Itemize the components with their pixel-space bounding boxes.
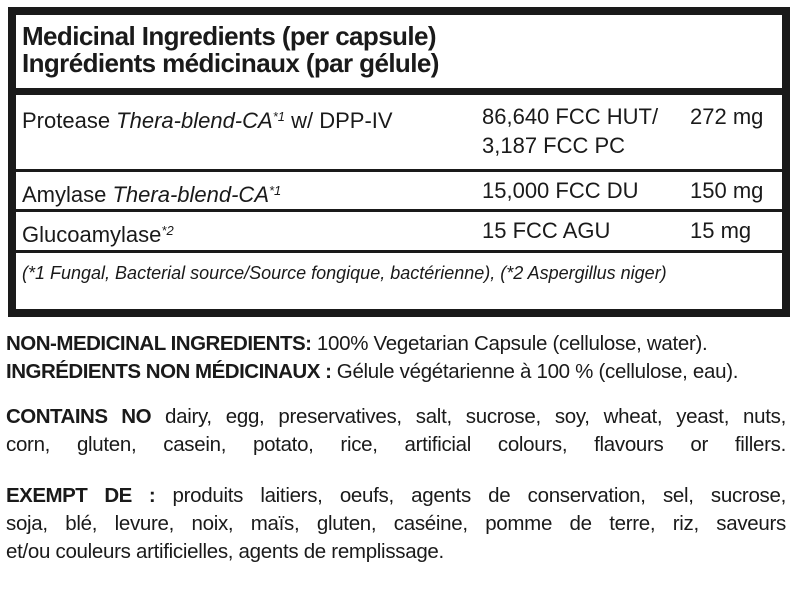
non-medicinal-text-fr: Gélule végétarienne à 100 % (cellulose, eau). [331, 360, 739, 383]
header-title-en: Medicinal Ingredients (per capsule) [22, 21, 436, 51]
ingredient-base-name: Amylase [22, 182, 113, 207]
exempt-de-line-3: et/ou couleurs artificielles, agents de remplissage. [6, 540, 444, 563]
ingredient-row-amylase [16, 172, 782, 212]
activity-line-2: 3,187 FCC PC [482, 133, 626, 158]
exempt-de-line-1 [6, 482, 786, 510]
ingredient-amount: 150 mg [690, 178, 764, 203]
ingredient-name [22, 102, 393, 135]
exempt-de-statement [6, 482, 786, 566]
ingredient-row-protease [16, 95, 782, 172]
panel-header [16, 15, 782, 95]
non-medicinal-fr [6, 358, 786, 386]
exempt-de-text-1: produits laitiers, oeufs, agents de conservation, sel, sucrose, [155, 484, 786, 507]
ingredient-blend: Thera-blend-CA [112, 182, 269, 207]
ingredient-base-name: Protease [22, 108, 117, 133]
ingredient-amount: 272 mg [690, 104, 764, 129]
ingredient-blend: Thera-blend-CA [116, 108, 273, 133]
contains-no-line-2: corn, gluten, casein, potato, rice, artificial colours, flavours or fillers. [6, 433, 786, 456]
source-footnote: (*1 Fungal, Bacterial source/Source fongique, bactérienne), (*2 Aspergillus niger) [22, 263, 667, 283]
ingredient-row-glucoamylase [16, 212, 782, 253]
ingredient-activity: 15 FCC AGU [482, 218, 611, 243]
non-medicinal-en [6, 330, 786, 358]
exempt-de-line-2: soja, blé, levure, noix, maïs, gluten, caséine, pomme de terre, riz, saveurs [6, 512, 786, 535]
non-medicinal-label-en: NON-MEDICINAL INGREDIENTS: [6, 332, 312, 355]
ingredient-suffix: w/ DPP-IV [284, 108, 393, 133]
ingredient-activity: 15,000 FCC DU [482, 178, 639, 203]
contains-no-statement [6, 403, 786, 459]
ingredient-base-name: Glucoamylase [22, 222, 162, 247]
header-title-fr: Ingrédients médicinaux (par gélule) [22, 48, 439, 78]
footnote-marker: *1 [272, 109, 285, 124]
contains-no-line-1 [6, 403, 786, 431]
footnote-marker: *1 [269, 183, 282, 198]
contains-no-text-1: dairy, egg, preservatives, salt, sucrose, soy, wheat, yeast, nuts, [151, 405, 786, 428]
ingredient-amount: 15 mg [690, 218, 752, 243]
non-medicinal-text-en: 100% Vegetarian Capsule (cellulose, water). [311, 332, 708, 355]
ingredient-name [22, 216, 174, 249]
non-medicinal-ingredients [6, 330, 786, 386]
medicinal-ingredients-panel [8, 7, 790, 317]
ingredient-name [22, 176, 281, 209]
non-medicinal-label-fr: INGRÉDIENTS NON MÉDICINAUX : [6, 360, 332, 383]
exempt-de-label: EXEMPT DE : [6, 484, 156, 507]
ingredient-activity [482, 102, 658, 160]
activity-line-1: 86,640 FCC HUT/ [482, 104, 659, 129]
footnote-marker: *2 [161, 223, 174, 238]
contains-no-label: CONTAINS NO [6, 405, 152, 428]
